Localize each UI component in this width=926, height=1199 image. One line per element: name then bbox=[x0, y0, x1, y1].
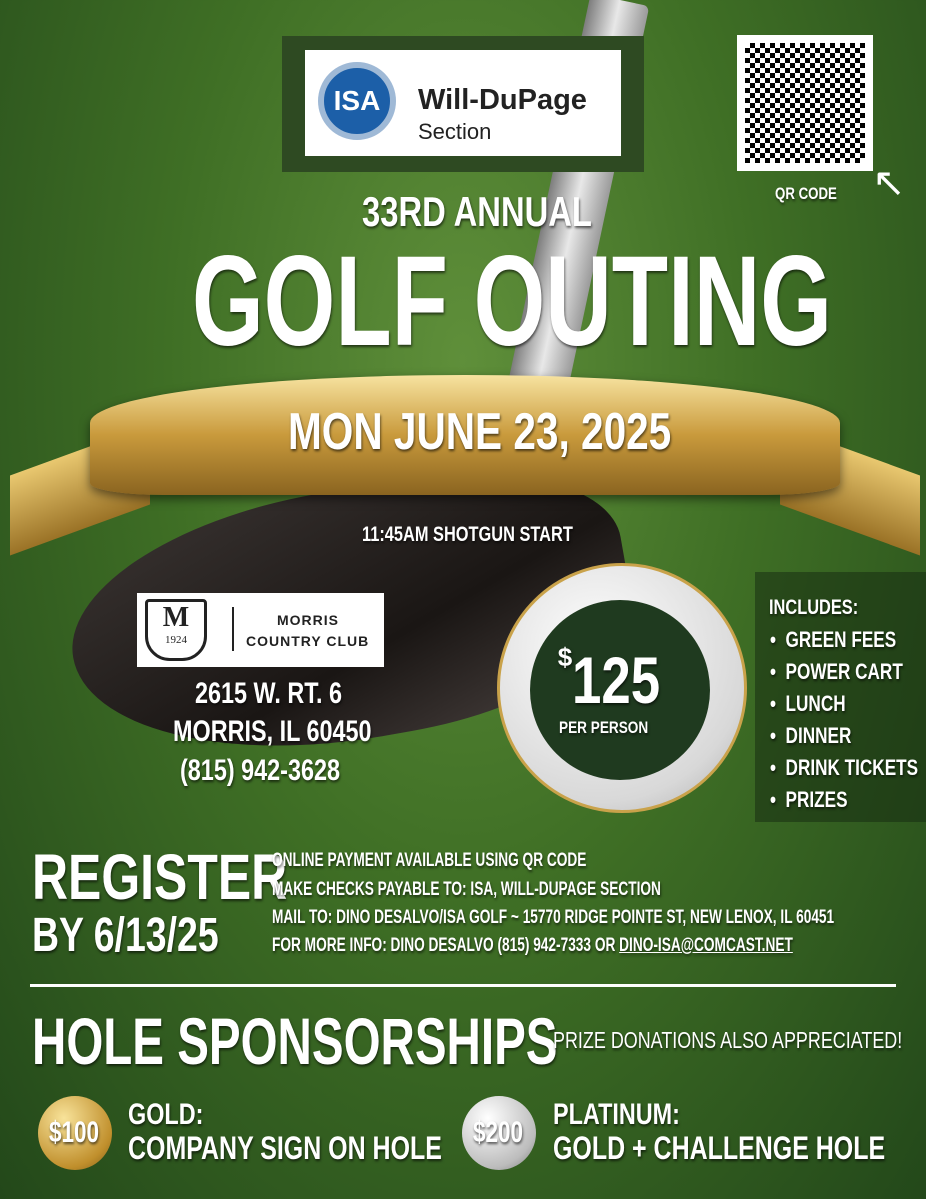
platinum-tier-desc: GOLD + CHALLENGE HOLE bbox=[553, 1130, 886, 1166]
org-name: Will-DuPage bbox=[418, 84, 587, 116]
include-item: • LUNCH bbox=[770, 691, 846, 716]
gold-tier-desc: COMPANY SIGN ON HOLE bbox=[128, 1130, 442, 1166]
event-date: MON JUNE 23, 2025 bbox=[288, 403, 672, 461]
org-section: Section bbox=[418, 119, 492, 144]
venue-city: MORRIS, IL 60450 bbox=[173, 715, 372, 748]
email-link[interactable]: DINO-ISA@COMCAST.NET bbox=[619, 935, 793, 956]
info-line: MAKE CHECKS PAYABLE TO: ISA, WILL-DUPAGE SECTION bbox=[272, 879, 661, 900]
venue-logo-letter: M bbox=[162, 602, 190, 633]
register-deadline: BY 6/13/25 bbox=[32, 909, 219, 962]
include-item: • PRIZES bbox=[770, 787, 848, 812]
sponsorship-note: PRIZE DONATIONS ALSO APPRECIATED! bbox=[553, 1027, 903, 1053]
info-line-contact: FOR MORE INFO: DINO DESALVO (815) 942-7333 OR DINO-ISA@COMCAST.NET bbox=[272, 935, 793, 956]
cursor-icon: ↖ bbox=[872, 161, 906, 205]
include-item: • DRINK TICKETS bbox=[770, 755, 919, 780]
divider bbox=[30, 984, 896, 987]
event-title: GOLF OUTING bbox=[192, 230, 832, 373]
price-per: PER PERSON bbox=[559, 718, 649, 737]
annual-label: 33RD ANNUAL bbox=[362, 188, 592, 235]
venue-name-2: COUNTRY CLUB bbox=[246, 633, 370, 649]
isa-logo-mark: ISA bbox=[318, 62, 396, 140]
venue-name-1: MORRIS bbox=[277, 612, 339, 628]
price-currency: $ bbox=[557, 642, 573, 672]
gold-price-coin: $100 bbox=[38, 1096, 112, 1170]
includes-title: INCLUDES: bbox=[769, 596, 859, 619]
venue-logo bbox=[137, 593, 384, 667]
include-item: • POWER CART bbox=[770, 659, 903, 684]
qr-label: QR CODE bbox=[775, 184, 837, 203]
price-amount: 125 bbox=[572, 643, 661, 717]
price-badge bbox=[530, 600, 710, 780]
qr-code[interactable] bbox=[737, 35, 873, 171]
platinum-tier-name: PLATINUM: bbox=[553, 1098, 680, 1131]
start-time: 11:45AM SHOTGUN START bbox=[362, 523, 573, 546]
include-item: • DINNER bbox=[770, 723, 852, 748]
venue-address: 2615 W. RT. 6 bbox=[195, 677, 342, 710]
register-heading: REGISTER bbox=[32, 841, 288, 913]
gold-tier-name: GOLD: bbox=[128, 1098, 204, 1131]
info-line: ONLINE PAYMENT AVAILABLE USING QR CODE bbox=[272, 850, 587, 871]
venue-phone: (815) 942-3628 bbox=[180, 754, 341, 787]
venue-logo-year: 1924 bbox=[165, 634, 187, 646]
info-line: MAIL TO: DINO DESALVO/ISA GOLF ~ 15770 RIDGE POINTE ST, NEW LENOX, IL 60451 bbox=[272, 907, 835, 928]
include-item: • GREEN FEES bbox=[770, 627, 897, 652]
platinum-price-coin: $200 bbox=[462, 1096, 536, 1170]
sponsorship-heading: HOLE SPONSORSHIPS bbox=[32, 1004, 558, 1078]
